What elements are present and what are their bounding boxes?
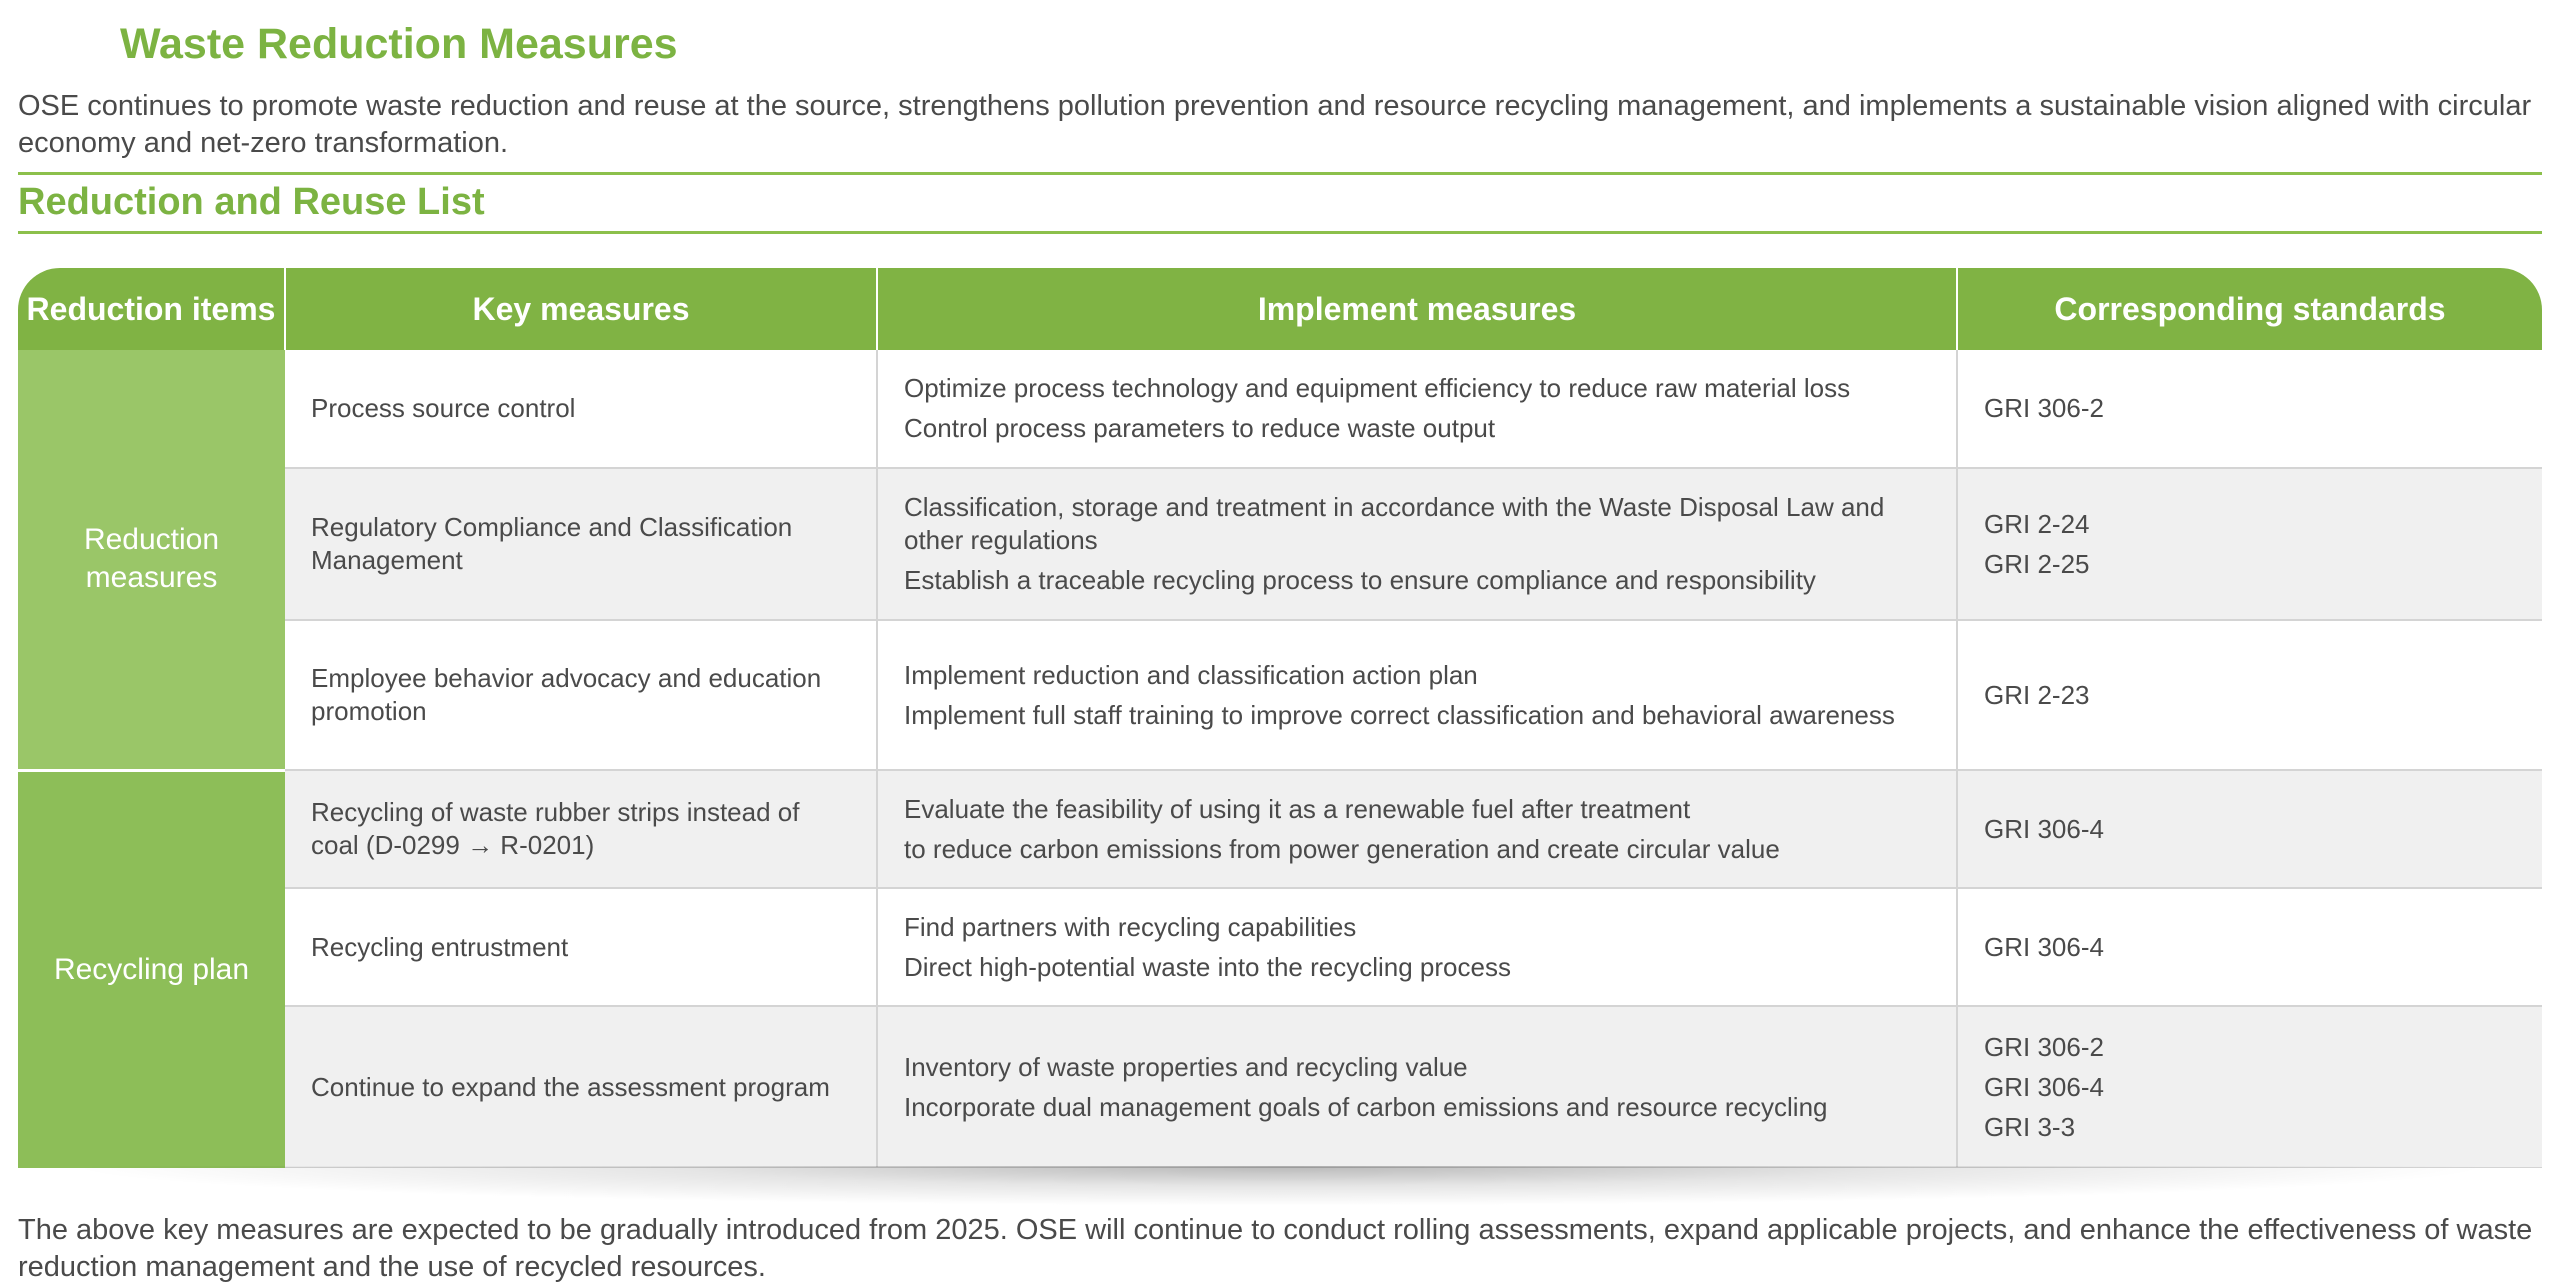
implement-measures-cell (877, 770, 1957, 888)
implement-line: Implement full staff training to improve correct classification and behavioral awareness (904, 699, 1895, 730)
standards-cell (1957, 468, 2542, 620)
key-measure-cell: Process source control (285, 350, 877, 468)
implement-line: Direct high-potential waste into the recycling process (904, 951, 1511, 982)
standards-cell (1957, 350, 2542, 468)
implement-line: Classification, storage and treatment in accordance with the Waste Disposal Law and other regulations (904, 492, 1885, 555)
implement-line: Find partners with recycling capabilities (904, 911, 1357, 942)
standard-line: GRI 306-4 (1984, 931, 2104, 962)
standards-cell (1957, 770, 2542, 888)
reduction-table-container (18, 268, 2542, 1168)
header-reduction-items: Reduction items (18, 268, 285, 350)
implement-measures-cell (877, 888, 1957, 1006)
key-measure-cell: Recycling entrustment (285, 888, 877, 1006)
footer-paragraph: The above key measures are expected to be gradually introduced from 2025. OSE will continue to conduct rolling assessments, expand applicable projects, and enhance the effectiveness of waste reduction management and the use of recycled resources. (18, 1214, 2533, 1283)
key-measure-cell: Continue to expand the assessment program (285, 1006, 877, 1168)
table-row (18, 770, 2542, 888)
table-header-row (18, 268, 2542, 350)
group-cell-reduction-measures: Reduction measures (18, 350, 285, 770)
implement-measures-cell (877, 350, 1957, 468)
standard-line: GRI 2-25 (1984, 548, 2090, 579)
reduction-reuse-table (18, 268, 2542, 1168)
standard-line: GRI 306-4 (1984, 813, 2104, 844)
intro-paragraph: OSE continues to promote waste reduction and reuse at the source, strengthens pollution prevention and resource recycling management, and implements a sustainable vision aligned with circular economy and net-zero transformation. (18, 90, 2532, 159)
standard-line: GRI 306-2 (1984, 1031, 2104, 1062)
standards-cell (1957, 620, 2542, 770)
table-row (18, 350, 2542, 468)
table-row (18, 468, 2542, 620)
implement-line: Incorporate dual management goals of carbon emissions and resource recycling (904, 1091, 1828, 1122)
key-measure-cell: Employee behavior advocacy and education promotion (285, 620, 877, 770)
key-measure-cell: Recycling of waste rubber strips instead of coal (D-0299 → R-0201) (285, 770, 877, 888)
implement-line: to reduce carbon emissions from power generation and create circular value (904, 833, 1780, 864)
standards-cell (1957, 1006, 2542, 1168)
group-cell-recycling-plan: Recycling plan (18, 770, 285, 1168)
standard-line: GRI 2-24 (1984, 508, 2090, 539)
implement-line: Implement reduction and classification action plan (904, 659, 1478, 690)
standards-cell (1957, 888, 2542, 1006)
page-title: Waste Reduction Measures (120, 20, 678, 68)
table-row (18, 888, 2542, 1006)
implement-line: Establish a traceable recycling process to ensure compliance and responsibility (904, 565, 1816, 595)
table-row (18, 620, 2542, 770)
section-header (18, 172, 2542, 234)
implement-measures-cell (877, 1006, 1957, 1168)
header-key-measures: Key measures (285, 268, 877, 350)
implement-line: Evaluate the feasibility of using it as a renewable fuel after treatment (904, 793, 1691, 824)
implement-line: Optimize process technology and equipment efficiency to reduce raw material loss (904, 373, 1851, 403)
implement-line: Inventory of waste properties and recycling value (904, 1051, 1468, 1082)
section-title: Reduction and Reuse List (18, 181, 485, 223)
key-measure-cell: Regulatory Compliance and Classification Management (285, 468, 877, 620)
standard-line: GRI 306-2 (1984, 393, 2104, 423)
implement-measures-cell (877, 620, 1957, 770)
standard-line: GRI 306-4 (1984, 1071, 2104, 1102)
header-corresponding-standards: Corresponding standards (1957, 268, 2542, 350)
header-implement-measures: Implement measures (877, 268, 1957, 350)
table-row (18, 1006, 2542, 1168)
implement-line: Control process parameters to reduce waste output (904, 413, 1496, 443)
implement-measures-cell (877, 468, 1957, 620)
standard-line: GRI 2-23 (1984, 679, 2090, 710)
table-shadow (58, 1166, 2502, 1206)
standard-line: GRI 3-3 (1984, 1111, 2076, 1142)
